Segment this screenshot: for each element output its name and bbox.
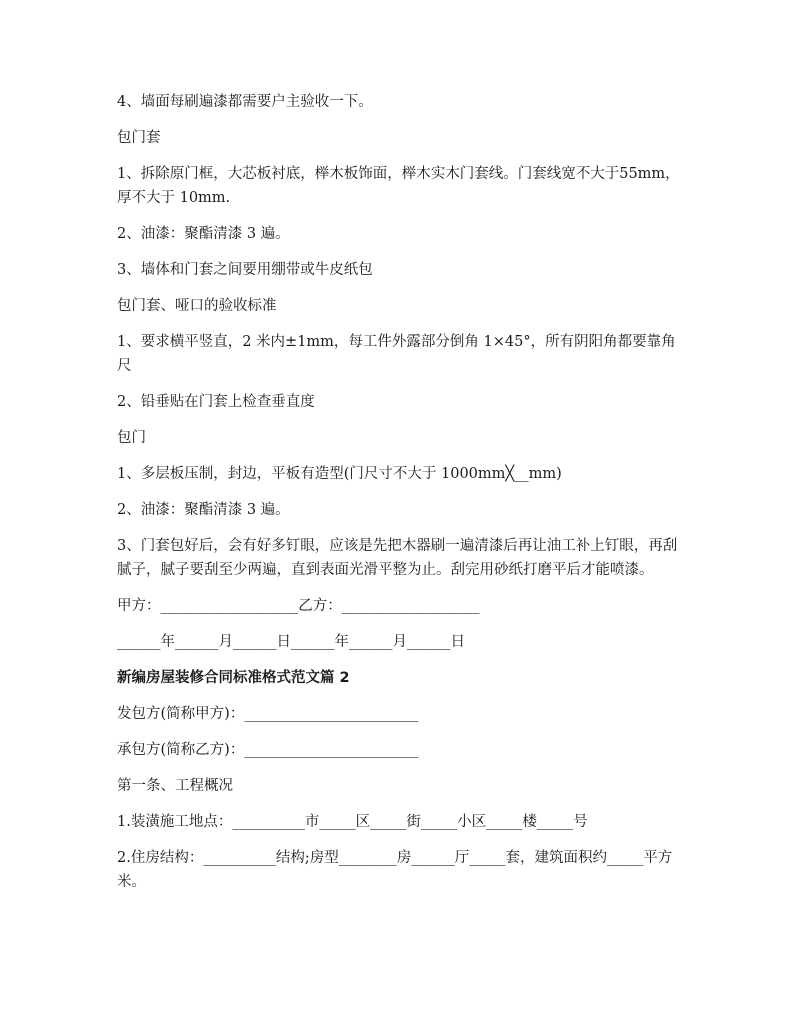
paragraph: 承包方(简称乙方)：________________________ [117, 742, 419, 758]
paragraph: 1、多层板压制，封边，平板有造型(门尺寸不大于 1000mm╳__mm) [117, 466, 562, 482]
paragraph: 3、门套包好后，会有好多钉眼，应该是先把木器刷一遍清漆后再让油工补上钉眼，再刮腻子，腻子要刮至少两遍，直到表面光滑平整为止。刮完用砂纸打磨平后才能喷漆。 [117, 538, 678, 578]
paragraph: 包门套、哑口的验收标准 [117, 298, 277, 314]
paragraph: 包门套 [117, 130, 161, 146]
paragraph: 4、墙面每刷遍漆都需要户主验收一下。 [117, 94, 373, 110]
paragraph: 2.住房结构：__________结构;房型________房______厅_____套，建筑面积约_____平方米。 [117, 850, 673, 890]
document-page [117, 90, 687, 906]
paragraph: 2、油漆：聚酯清漆 3 遍。 [117, 226, 290, 242]
paragraph: 1、拆除原门框，大芯板衬底，榉木板饰面，榉木实木门套线。门套线宽不大于55mm，厚不大于 10mm. [117, 166, 680, 206]
paragraph: 3、墙体和门套之间要用绷带或牛皮纸包 [117, 262, 373, 278]
signature-line: 甲方：___________________乙方：___________________ [117, 598, 480, 614]
date-line: ______年______月______日______年______月______日 [117, 634, 465, 650]
paragraph: 1.装潢施工地点：__________市_____区_____街_____小区_____楼_____号 [117, 814, 588, 830]
paragraph: 发包方(简称甲方)：________________________ [117, 706, 419, 722]
paragraph: 第一条、工程概况 [117, 778, 233, 794]
paragraph: 1、要求横平竖直，2 米内±1mm，每工件外露部分倒角 1×45°，所有阴阳角都要靠角尺 [117, 334, 676, 374]
paragraph: 2、铅垂贴在门套上检查垂直度 [117, 394, 315, 410]
section-heading: 新编房屋装修合同标准格式范文篇 2 [117, 670, 350, 686]
paragraph: 包门 [117, 430, 146, 446]
paragraph: 2、油漆：聚酯清漆 3 遍。 [117, 502, 290, 518]
